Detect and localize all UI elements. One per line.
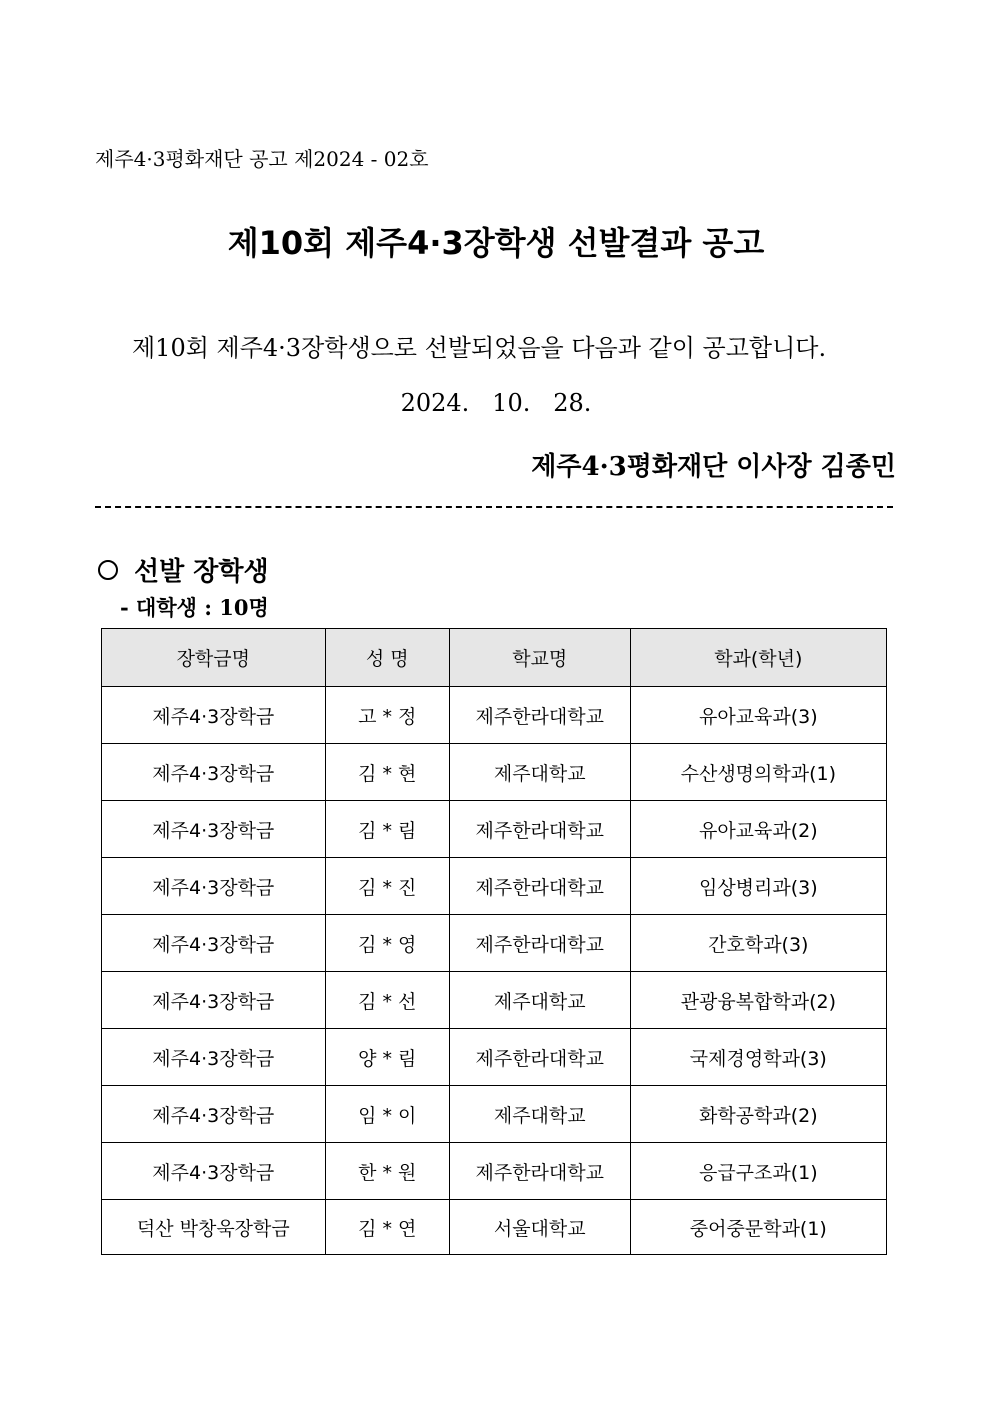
- cell-department: 수산생명의학과(1): [630, 744, 886, 801]
- cell-school: 제주대학교: [449, 972, 630, 1029]
- header-scholarship: 장학금명: [102, 629, 326, 687]
- table-row: [102, 687, 887, 744]
- table-row: [102, 858, 887, 915]
- header-school: 학교명: [449, 629, 630, 687]
- table-row: [102, 1200, 887, 1255]
- table-row: [102, 1086, 887, 1143]
- cell-name: 김 * 영: [325, 915, 449, 972]
- cell-department: 임상병리과(3): [630, 858, 886, 915]
- cell-scholarship: 제주4·3장학금: [102, 744, 326, 801]
- cell-school: 서울대학교: [449, 1200, 630, 1255]
- cell-scholarship: 제주4·3장학금: [102, 858, 326, 915]
- page-title: 제10회 제주4·3장학생 선발결과 공고: [227, 224, 765, 262]
- cell-name: 김 * 진: [325, 858, 449, 915]
- cell-school: 제주한라대학교: [449, 1143, 630, 1200]
- cell-scholarship: 제주4·3장학금: [102, 1143, 326, 1200]
- cell-name: 김 * 연: [325, 1200, 449, 1255]
- cell-scholarship: 제주4·3장학금: [102, 1029, 326, 1086]
- table-row: [102, 915, 887, 972]
- cell-department: 유아교육과(3): [630, 687, 886, 744]
- notice-number: 제주4·3평화재단 공고 제2024 - 02호: [95, 147, 429, 171]
- cell-school: 제주한라대학교: [449, 915, 630, 972]
- cell-name: 임 * 이: [325, 1086, 449, 1143]
- cell-name: 김 * 림: [325, 801, 449, 858]
- signer: 제주4·3평화재단 이사장 김종민: [531, 452, 896, 482]
- cell-department: 중어중문학과(1): [630, 1200, 886, 1255]
- table-row: [102, 1029, 887, 1086]
- section-heading: [98, 551, 269, 588]
- cell-department: 국제경영학과(3): [630, 1029, 886, 1086]
- table-row: [102, 1143, 887, 1200]
- cell-scholarship: 제주4·3장학금: [102, 972, 326, 1029]
- cell-department: 유아교육과(2): [630, 801, 886, 858]
- table-row: [102, 801, 887, 858]
- table-row: [102, 744, 887, 801]
- table-header-row: [102, 629, 887, 687]
- cell-name: 김 * 현: [325, 744, 449, 801]
- cell-school: 제주대학교: [449, 744, 630, 801]
- section-subtitle: - 대학생 : 10명: [120, 595, 269, 620]
- announcement-date: 2024. 10. 28.: [400, 389, 592, 417]
- cell-name: 한 * 원: [325, 1143, 449, 1200]
- cell-department: 관광융복합학과(2): [630, 972, 886, 1029]
- cell-name: 양 * 림: [325, 1029, 449, 1086]
- cell-scholarship: 제주4·3장학금: [102, 1086, 326, 1143]
- cell-scholarship: 제주4·3장학금: [102, 801, 326, 858]
- header-name: 성 명: [325, 629, 449, 687]
- section-title: 선발 장학생: [134, 557, 269, 587]
- cell-school: 제주한라대학교: [449, 801, 630, 858]
- dashed-divider: [95, 506, 893, 508]
- cell-scholarship: 제주4·3장학금: [102, 687, 326, 744]
- cell-school: 제주한라대학교: [449, 858, 630, 915]
- circle-bullet-icon: [98, 560, 118, 580]
- cell-department: 응급구조과(1): [630, 1143, 886, 1200]
- cell-scholarship: 덕산 박창욱장학금: [102, 1200, 326, 1255]
- cell-department: 간호학과(3): [630, 915, 886, 972]
- scholarship-table: [101, 628, 887, 1255]
- cell-school: 제주대학교: [449, 1086, 630, 1143]
- header-department: 학과(학년): [630, 629, 886, 687]
- cell-name: 고 * 정: [325, 687, 449, 744]
- cell-department: 화학공학과(2): [630, 1086, 886, 1143]
- cell-scholarship: 제주4·3장학금: [102, 915, 326, 972]
- cell-name: 김 * 선: [325, 972, 449, 1029]
- announcement-text: 제10회 제주4·3장학생으로 선발되었음을 다음과 같이 공고합니다.: [132, 334, 827, 362]
- table-row: [102, 972, 887, 1029]
- cell-school: 제주한라대학교: [449, 687, 630, 744]
- cell-school: 제주한라대학교: [449, 1029, 630, 1086]
